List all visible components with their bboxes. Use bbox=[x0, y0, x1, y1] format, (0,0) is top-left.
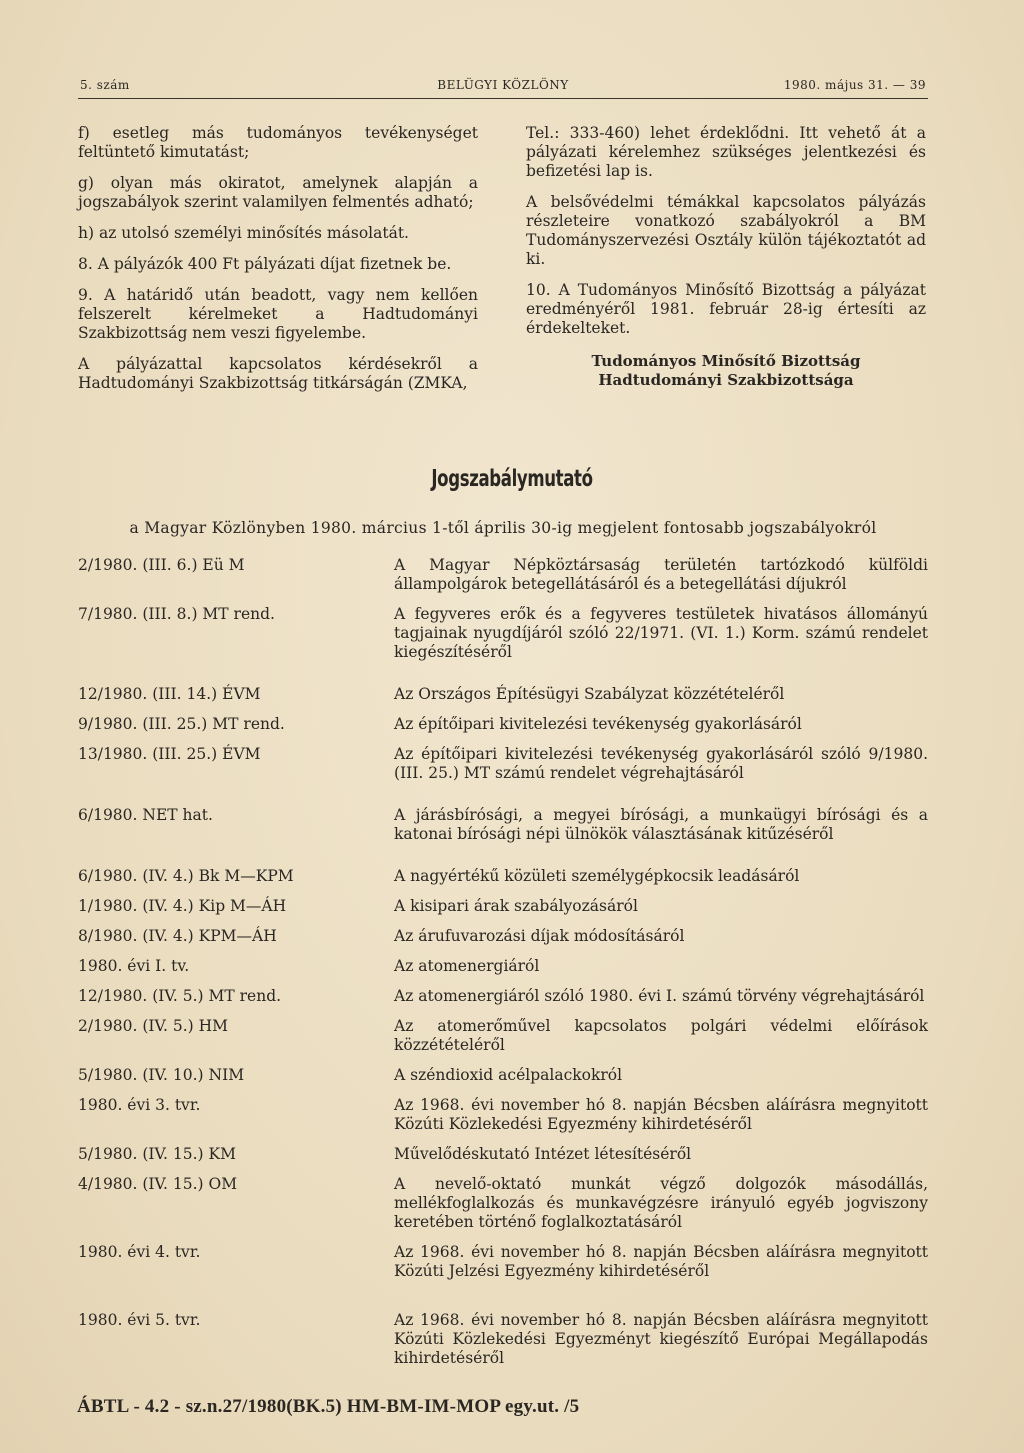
regulation-code: 1980. évi I. tv. bbox=[78, 957, 190, 975]
right-column bbox=[526, 124, 926, 390]
regulation-title: A széndioxid acélpalackokról bbox=[394, 1066, 623, 1084]
left-column bbox=[78, 124, 478, 405]
regulation-code: 12/1980. (IV. 5.) MT rend. bbox=[78, 987, 282, 1005]
paragraph: g) olyan más okiratot, amelynek alapján a jogszabályok szerint valamilyen felmentés adható; bbox=[78, 174, 478, 211]
paragraph: 8. A pályázók 400 Ft pályázati díjat fizetnek be. bbox=[78, 255, 452, 273]
regulation-code: 6/1980. (IV. 4.) Bk M—KPM bbox=[78, 867, 294, 885]
table-row bbox=[78, 867, 928, 886]
table-row bbox=[78, 1145, 928, 1164]
regulation-title: Az 1968. évi november hó 8. napján Bécsben aláírásra megnyitott Közúti Jelzési Egyezmény kihirdetéséről bbox=[394, 1243, 928, 1280]
table-row bbox=[78, 745, 928, 783]
paragraph: h) az utolsó személyi minősítés másolatát. bbox=[78, 224, 409, 242]
regulation-code: 1/1980. (IV. 4.) Kip M—ÁH bbox=[78, 897, 287, 915]
regulation-title: Az építőipari kivitelezési tevékenység gyakorlásáról szóló 9/1980. (III. 25.) MT számú rendelet végrehajtásáról bbox=[394, 745, 928, 782]
table-row bbox=[78, 927, 928, 946]
regulation-title: Az atomerőművel kapcsolatos polgári védelmi előírások közzétételéről bbox=[394, 1017, 928, 1054]
regulation-title: Az 1968. évi november hó 8. napján Bécsben aláírásra megnyitott Közúti Közlekedési Egyezményt kiegészítő Európai Megállapodás kihirdetéséről bbox=[394, 1311, 928, 1367]
paragraph: f) esetleg más tudományos tevékenységet feltüntető kimutatást; bbox=[78, 124, 478, 161]
table-row bbox=[78, 957, 928, 976]
table-row bbox=[78, 897, 928, 916]
regulation-code: 8/1980. (IV. 4.) KPM—ÁH bbox=[78, 927, 277, 945]
regulation-code: 5/1980. (IV. 15.) KM bbox=[78, 1145, 236, 1163]
table-row bbox=[78, 685, 928, 704]
regulation-code: 4/1980. (IV. 15.) OM bbox=[78, 1175, 238, 1193]
regulation-code: 9/1980. (III. 25.) MT rend. bbox=[78, 715, 285, 733]
regulation-code: 1980. évi 4. tvr. bbox=[78, 1243, 201, 1261]
table-row bbox=[78, 987, 928, 1006]
regulation-title: Az 1968. évi november hó 8. napján Bécsben aláírásra megnyitott Közúti Közlekedési Egyezmény kihirdetéséről bbox=[394, 1096, 928, 1133]
table-row bbox=[78, 1175, 928, 1232]
regulation-title: A járásbírósági, a megyei bírósági, a munkaügyi bírósági és a katonai bírósági népi ülnökök választásának kitűzéséről bbox=[394, 806, 928, 843]
issue-number: 5. szám bbox=[80, 78, 130, 92]
paragraph: 10. A Tudományos Minősítő Bizottság a pályázat eredményéről 1981. február 28-ig értesíti az érdekelteket. bbox=[526, 281, 926, 337]
regulation-title: Művelődéskutató Intézet létesítéséről bbox=[394, 1145, 692, 1163]
regulation-title: A nagyértékű közületi személygépkocsik leadásáról bbox=[394, 867, 800, 885]
legislation-index bbox=[78, 556, 928, 1379]
table-row bbox=[78, 605, 928, 662]
regulation-title: A fegyveres erők és a fegyveres testületek hivatásos állományú tagjainak nyugdíjáról szóló 22/1971. (VI. 1.) Korm. számú rendelet kiegészítéséről bbox=[394, 605, 928, 661]
table-row bbox=[78, 1096, 928, 1134]
date-and-page: 1980. május 31. — 39 bbox=[783, 78, 926, 92]
section-subtitle: a Magyar Közlönyben 1980. március 1-től április 30-ig megjelent fontosabb jogszabályokról bbox=[129, 519, 877, 537]
regulation-title: Az atomenergiáról bbox=[394, 957, 540, 975]
running-header bbox=[78, 76, 928, 99]
paragraph: A belsővédelmi témákkal kapcsolatos pályázás részleteire vonatkozó szabályokról a BM Tudományszervezési Osztály külön tájékoztatót ad ki. bbox=[526, 193, 926, 268]
paragraph: Tel.: 333-460) lehet érdeklődni. Itt vehető át a pályázati kérelemhez szükséges jelentkezési és befizetési lap is. bbox=[526, 124, 926, 180]
regulation-title: A Magyar Népköztársaság területén tartózkodó külföldi állampolgárok betegellátásáról és a betegellátási díjukról bbox=[394, 556, 928, 593]
regulation-title: Az építőipari kivitelezési tevékenység gyakorlásáról bbox=[394, 715, 802, 733]
regulation-code: 1980. évi 3. tvr. bbox=[78, 1096, 201, 1114]
table-row bbox=[78, 1243, 928, 1281]
regulation-title: Az Országos Építésügyi Szabályzat közzétételéről bbox=[394, 685, 785, 703]
regulation-code: 6/1980. NET hat. bbox=[78, 806, 213, 824]
paragraph: 9. A határidő után beadott, vagy nem kellően felszerelt kérelmeket a Hadtudományi Szakbizottság nem veszi figyelembe. bbox=[78, 286, 478, 342]
regulation-code: 7/1980. (III. 8.) MT rend. bbox=[78, 605, 275, 623]
section-title: Jogszabálymutató bbox=[431, 466, 593, 492]
paragraph: A pályázattal kapcsolatos kérdésekről a Hadtudományi Szakbizottság titkárságán (ZMKA, bbox=[78, 355, 478, 392]
regulation-code: 12/1980. (III. 14.) ÉVM bbox=[78, 685, 261, 703]
publication-name: BELÜGYI KÖZLÖNY bbox=[437, 78, 569, 92]
signature-line: Hadtudományi Szakbizottsága bbox=[598, 371, 854, 389]
table-row bbox=[78, 715, 928, 734]
table-row bbox=[78, 1017, 928, 1055]
regulation-title: A nevelő-oktató munkát végző dolgozók másodállás, mellékfoglalkozás és munkavégzésre irányuló egyéb jogviszony keretében történő foglalkoztatásáról bbox=[394, 1175, 928, 1231]
regulation-code: 2/1980. (III. 6.) Eü M bbox=[78, 556, 245, 574]
regulation-title: Az atomenergiáról szóló 1980. évi I. számú törvény végrehajtásáról bbox=[394, 987, 925, 1005]
regulation-code: 5/1980. (IV. 10.) NIM bbox=[78, 1066, 245, 1084]
table-row bbox=[78, 1066, 928, 1085]
signature-block bbox=[526, 352, 926, 390]
signature-line: Tudományos Minősítő Bizottság bbox=[591, 352, 861, 370]
regulation-code: 2/1980. (IV. 5.) HM bbox=[78, 1017, 229, 1035]
regulation-code: 13/1980. (III. 25.) ÉVM bbox=[78, 745, 261, 763]
regulation-title: Az árufuvarozási díjak módosításáról bbox=[394, 927, 685, 945]
table-row bbox=[78, 806, 928, 844]
table-row bbox=[78, 556, 928, 594]
regulation-title: A kisipari árak szabályozásáról bbox=[394, 897, 638, 915]
archive-reference: ÁBTL - 4.2 - sz.n.27/1980(BK.5) HM-BM-IM-MOP egy.ut. /5 bbox=[77, 1396, 580, 1417]
regulation-code: 1980. évi 5. tvr. bbox=[78, 1311, 201, 1329]
table-row bbox=[78, 1311, 928, 1368]
